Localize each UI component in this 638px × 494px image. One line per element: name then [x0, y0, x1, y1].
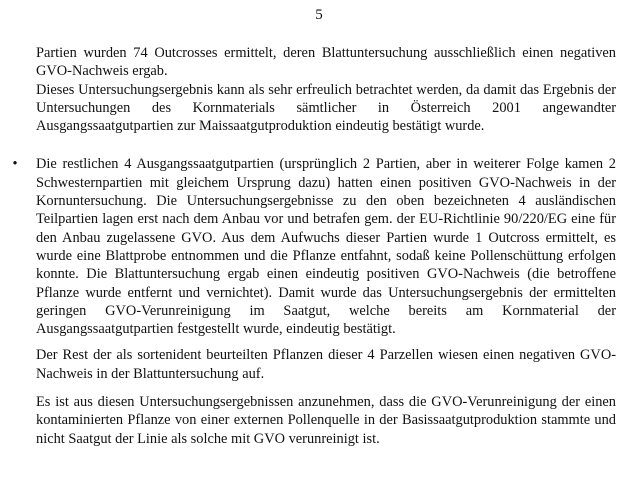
paragraph-remaining-batches: Die restlichen 4 Ausgangssaatgutpartien (ursprünglich 2 Partien, aber in weiterer Folge kamen 2 Schwesternpartien mit gleichem Ursprung dazu) hatten einen positiven GVO-Nachweis in der Kornuntersuchung. Die Untersuchungsergebnisse zu den oben bezeichneten 4 ausländischen Teilpartien lagen erst nach dem Anbau vor und betrafen gem. der EU-Richtlinie 90/220/EG eine für den Anbau zugelassene GVO. Aus dem Aufwuchs dieser Partien wurde 1 Outcross ermittelt, es wurde eine Blattprobe entnommen und die Pflanze entfahnt, sodaß keine Pollenschüttung erfolgen konnte. Die Blattuntersuchung ergab einen eindeutig positiven GVO-Nachweis (die betroffene Pflanze wurde entfernt und vernichtet). Damit wurde das Untersuchungsergebnis der ermittelten geringen GVO-Verunreinigung im Saatgut, welche bereits am Kornmaterial der Ausgangssaatgutpartien festgestellt wurde, eindeutig bestätigt. — [36, 156, 616, 338]
paragraph-result-assessment: Dieses Untersuchungsergebnis kann als sehr erfreulich betrachtet werden, da damit das Ergebnis der Untersuchungen des Kornmaterials sämtlicher in Österreich 2001 angewandter Ausgangssaatgutpartien zur Maissaatgutproduktion eindeutig bestätigt wurde. — [36, 81, 616, 135]
bullet-icon: • — [12, 156, 18, 173]
document-body — [12, 44, 616, 448]
bullet-item — [12, 155, 616, 447]
paragraph-outcrosses: Partien wurden 74 Outcrosses ermittelt, deren Blattuntersuchung ausschließlich einen negativen GVO-Nachweis ergab. — [36, 45, 616, 80]
paragraph-rest-negative: Der Rest der als sortenident beurteilten Pflanzen dieser 4 Parzellen wiesen einen negativen GVO-Nachweis in der Blattuntersuchung auf. — [36, 347, 616, 382]
paragraph-conclusion: Es ist aus diesen Untersuchungsergebnissen anzunehmen, dass die GVO-Verunreinigung der einen kontaminierten Pflanze von einer externen Pollenquelle in der Basissaatgutproduktion stammte und nicht Saatgut der Linie als solche mit GVO verunreinigt ist. — [36, 394, 616, 447]
page-number: 5 — [315, 7, 323, 23]
